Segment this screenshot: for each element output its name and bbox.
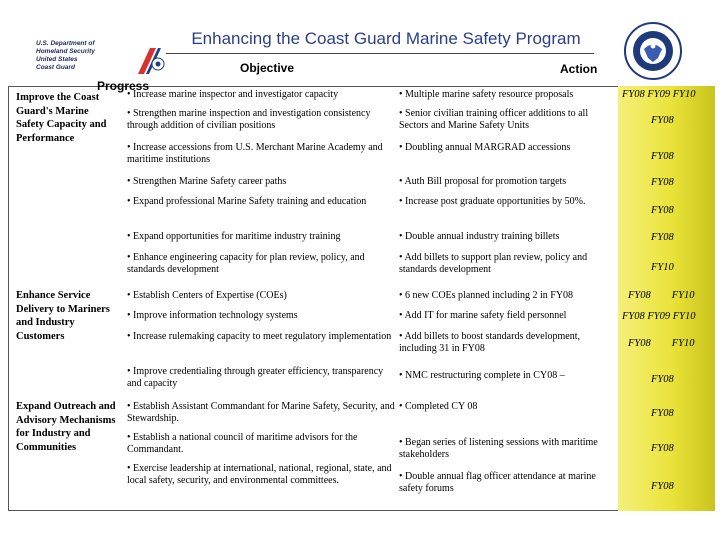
objective-cell: • Strengthen Marine Safety career paths xyxy=(127,176,287,187)
objective-cell: • Establish Centers of Expertise (COEs) xyxy=(127,290,287,301)
action-cell: • Auth Bill proposal for promotion targets xyxy=(399,176,567,187)
fiscal-year-label: FY08 xyxy=(651,481,674,492)
progress-cell xyxy=(618,86,715,104)
table-row xyxy=(0,248,720,284)
fiscal-year-label: FY08 FY09 FY10 xyxy=(622,311,696,322)
progress-cell xyxy=(618,226,715,248)
coast-guard-stripe-icon xyxy=(136,48,166,74)
action-cell: • Add billets to support plan review, policy and standards development xyxy=(399,252,588,275)
fiscal-year-label: FY10 xyxy=(651,262,674,273)
objective-cell: • Exercise leadership at international, national, regional, state, and local safety, security, and environmental committees. xyxy=(127,463,392,486)
action-cell: • Double annual industry training billets xyxy=(399,231,560,242)
progress-cell xyxy=(618,326,715,362)
progress-cell xyxy=(618,284,715,306)
progress-cell xyxy=(618,362,715,396)
action-cell: • Senior civilian training officer additions to all Sectors and Marine Safety Units xyxy=(399,108,589,131)
category-service-delivery: Enhance Service Delivery to Mariners and Industry Customers xyxy=(16,290,110,342)
action-cell: • Began series of listening sessions with maritime stakeholders xyxy=(399,437,598,460)
action-cell: • Double annual flag officer attendance at marine safety forums xyxy=(399,471,596,494)
fiscal-year-label: FY08 xyxy=(651,408,674,419)
objective-cell: • Expand opportunities for maritime industry training xyxy=(127,231,341,242)
fiscal-year-label: FY08 FY10 xyxy=(628,338,695,349)
fiscal-year-label: FY08 xyxy=(651,177,674,188)
category-marine-safety-capacity: Improve the Coast Guard's Marine Safety Capacity and Performance xyxy=(16,92,107,144)
objective-cell: • Increase rulemaking capacity to meet regulatory implementation xyxy=(127,331,392,342)
progress-cell xyxy=(618,430,715,460)
page-title: Enhancing the Coast Guard Marine Safety Program xyxy=(191,29,581,48)
objective-cell: • Enhance engineering capacity for plan review, policy, and standards development xyxy=(127,252,365,275)
objective-cell: • Establish Assistant Commandant for Marine Safety, Security, and Stewardship. xyxy=(127,401,395,424)
fiscal-year-label: FY08 xyxy=(651,443,674,454)
fiscal-year-label: FY08 xyxy=(651,115,674,126)
action-cell: • NMC restructuring complete in CY08 – xyxy=(399,370,565,381)
objective-cell: • Expand professional Marine Safety training and education xyxy=(127,196,367,207)
table-row xyxy=(0,192,720,226)
table-row xyxy=(0,226,720,248)
table-row xyxy=(0,104,720,138)
dhs-seal-icon xyxy=(624,22,682,80)
column-header-action: Action xyxy=(560,62,598,76)
table-row xyxy=(0,86,720,104)
action-cell: • Doubling annual MARGRAD accessions xyxy=(399,142,571,153)
progress-cell xyxy=(618,396,715,430)
table-row xyxy=(0,284,720,306)
fiscal-year-label: FY08 xyxy=(651,151,674,162)
logo-line: Homeland Security xyxy=(36,48,95,55)
column-header-progress: Progress xyxy=(97,79,150,93)
table-row xyxy=(0,306,720,326)
action-cell: • Completed CY 08 xyxy=(399,401,478,412)
logo-line: United States xyxy=(36,56,78,63)
category-outreach: Expand Outreach and Advisory Mechanisms for Industry and Communities xyxy=(16,401,116,453)
fiscal-year-label: FY08 xyxy=(651,205,674,216)
progress-cell xyxy=(618,460,715,511)
objective-cell: • Strengthen marine inspection and investigation consistency through addition of civilian positions xyxy=(127,108,371,131)
progress-cell xyxy=(618,192,715,226)
fiscal-year-label: FY08 xyxy=(651,232,674,243)
title-divider xyxy=(166,53,594,54)
objective-cell: • Establish a national council of maritime advisors for the Commandant. xyxy=(127,432,358,455)
table-row xyxy=(0,172,720,192)
progress-cell xyxy=(618,248,715,284)
table-row xyxy=(0,460,720,511)
table-row xyxy=(0,326,720,362)
fiscal-year-label: FY08 xyxy=(651,374,674,385)
table-row xyxy=(0,362,720,396)
logo-line: U.S. Department of xyxy=(36,40,95,47)
progress-cell xyxy=(618,172,715,192)
action-cell: • Increase post graduate opportunities by 50%. xyxy=(399,196,586,207)
progress-cell xyxy=(618,306,715,326)
fiscal-year-label: FY08 FY10 xyxy=(628,290,695,301)
table-row xyxy=(0,430,720,460)
column-header-objective: Objective xyxy=(240,61,295,75)
objective-cell: • Improve information technology systems xyxy=(127,310,298,321)
progress-cell xyxy=(618,104,715,138)
dhs-coast-guard-logo xyxy=(36,40,136,72)
fiscal-year-label: FY08 FY09 FY10 xyxy=(622,89,696,100)
objective-cell: • Increase accessions from U.S. Merchant Marine Academy and maritime institutions xyxy=(127,142,383,165)
logo-line: Coast Guard xyxy=(36,64,76,71)
action-cell: • 6 new COEs planned including 2 in FY08 xyxy=(399,290,574,301)
action-cell: • Add IT for marine safety field personnel xyxy=(399,310,567,321)
progress-cell xyxy=(618,138,715,172)
action-cell: • Add billets to boost standards development, including 31 in FY08 xyxy=(399,331,580,354)
table-row xyxy=(0,138,720,172)
action-cell: • Multiple marine safety resource proposals xyxy=(399,89,574,100)
objective-cell: • Improve credentialing through greater efficiency, transparency and capacity xyxy=(127,366,384,389)
objective-cell: • Increase marine inspector and investigator capacity xyxy=(127,89,339,100)
table-row xyxy=(0,396,720,430)
